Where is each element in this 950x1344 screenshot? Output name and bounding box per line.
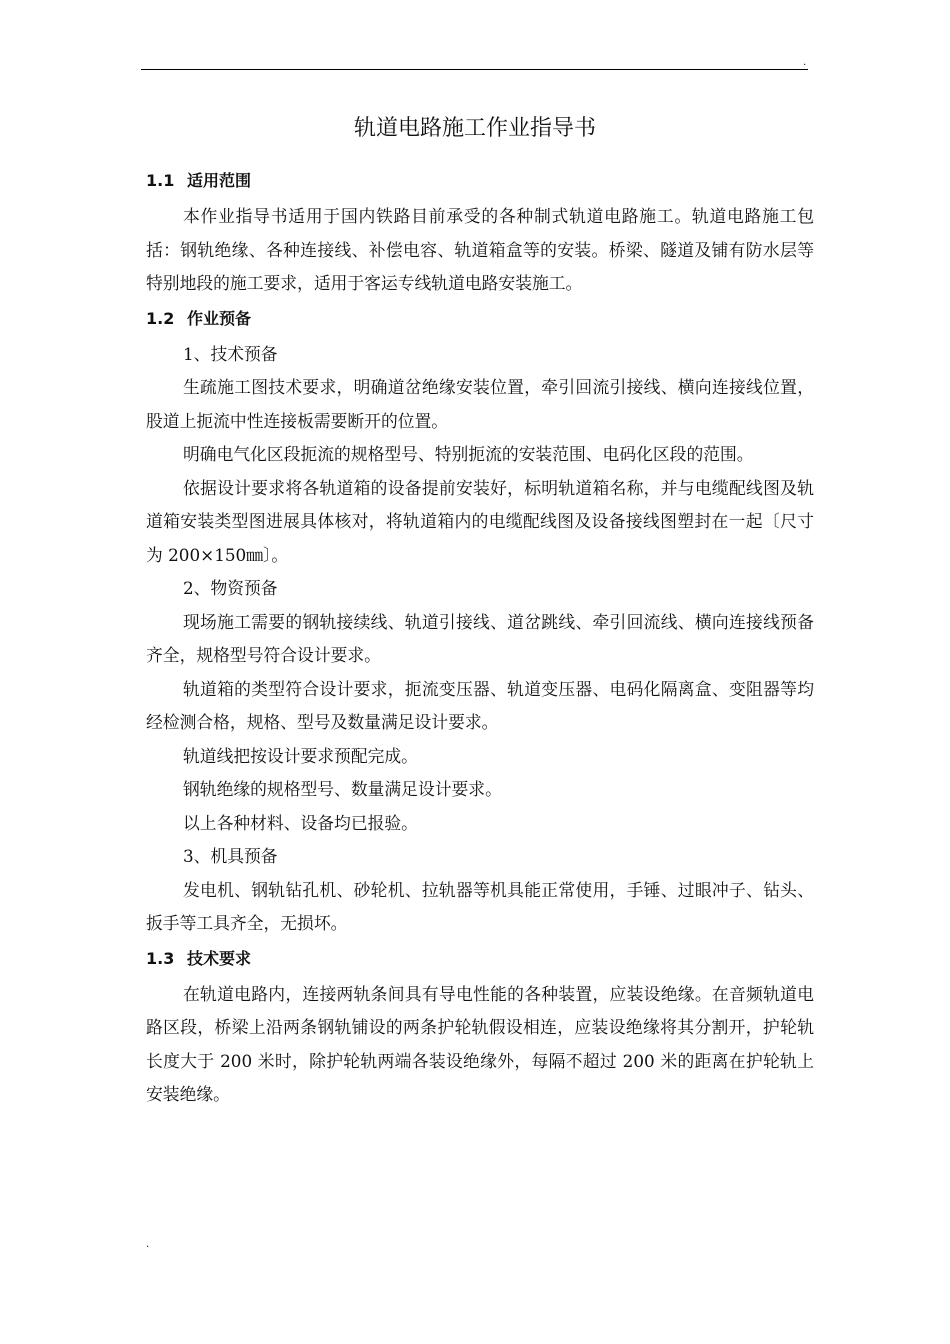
- document-body: [146, 167, 814, 1112]
- paragraph: 轨道线把按设计要求预配完成。: [183, 745, 418, 766]
- paragraph: 在轨道电路内，连接两轨条间具有导电性能的各种装置，应装设绝缘。在音频轨道电路区段，桥梁上沿两条钢轨铺设的两条护轮轨假设相连，应装设绝缘将其分割开，护轮轨长度大于 200 米时，除护轮轨两端各装设绝缘外，每隔不超过 200 米的距离在护轮轨上安装绝缘。: [146, 983, 814, 1104]
- paragraph: 现场施工需要的钢轨接续线、轨道引接线、道岔跳线、牵引回流线、横向连接线预备齐全，规格型号符合设计要求。: [146, 611, 814, 665]
- subheading: 3、机具预备: [183, 846, 278, 866]
- paragraph: 本作业指导书适用于国内铁路目前承受的各种制式轨道电路施工。轨道电路施工包括：钢轨绝缘、各种连接线、补偿电容、轨道箱盒等的安装。桥梁、隧道及铺有防水层等特别地段的施工要求，适用于客运专线轨道电路安装施工。: [146, 206, 814, 293]
- paragraph: 轨道箱的类型符合设计要求，扼流变压器、轨道变压器、电码化隔离盒、变阻器等均经检测合格，规格、型号及数量满足设计要求。: [146, 678, 814, 732]
- section-heading: [146, 305, 814, 338]
- section-title: 适用范围: [187, 171, 252, 190]
- paragraph: 明确电气化区段扼流的规格型号、特别扼流的安装范围、电码化区段的范围。: [183, 444, 754, 464]
- paragraph: 生疏施工图技术要求，明确道岔绝缘安装位置，牵引回流引接线、横向连接线位置，股道上扼流中性连接板需要断开的位置。: [146, 377, 814, 431]
- subheading: 1、技术预备: [183, 343, 278, 364]
- section-number: 1.2: [146, 308, 175, 328]
- paragraph: 发电机、钢轨钻孔机、砂轮机、拉轨器等机具能正常使用，手锤、过眼冲子、钻头、扳手等工具齐全，无损坏。: [146, 879, 814, 933]
- section-heading: [146, 945, 814, 978]
- paragraph: 以上各种材料、设备均已报验。: [183, 812, 418, 833]
- header-rule: [141, 69, 808, 70]
- section-heading: [146, 167, 814, 200]
- section-number: 1.1: [146, 171, 175, 190]
- header-dot: .: [803, 57, 807, 68]
- document-title: 轨道电路施工作业指导书: [353, 116, 596, 141]
- footer-dot: .: [146, 1239, 150, 1250]
- paragraph: 依据设计要求将各轨道箱的设备提前安装好，标明轨道箱名称，并与电缆配线图及轨道箱安装类型图进展具体核对，将轨道箱内的电缆配线图及设备接线图塑封在一起〔尺寸为 200×150㎜〕。: [146, 477, 814, 565]
- paragraph: 钢轨绝缘的规格型号、数量满足设计要求。: [183, 779, 502, 799]
- subheading: 2、物资预备: [183, 578, 278, 598]
- section-title: 技术要求: [187, 948, 252, 968]
- section-number: 1.3: [146, 948, 175, 968]
- section-title: 作业预备: [187, 308, 252, 328]
